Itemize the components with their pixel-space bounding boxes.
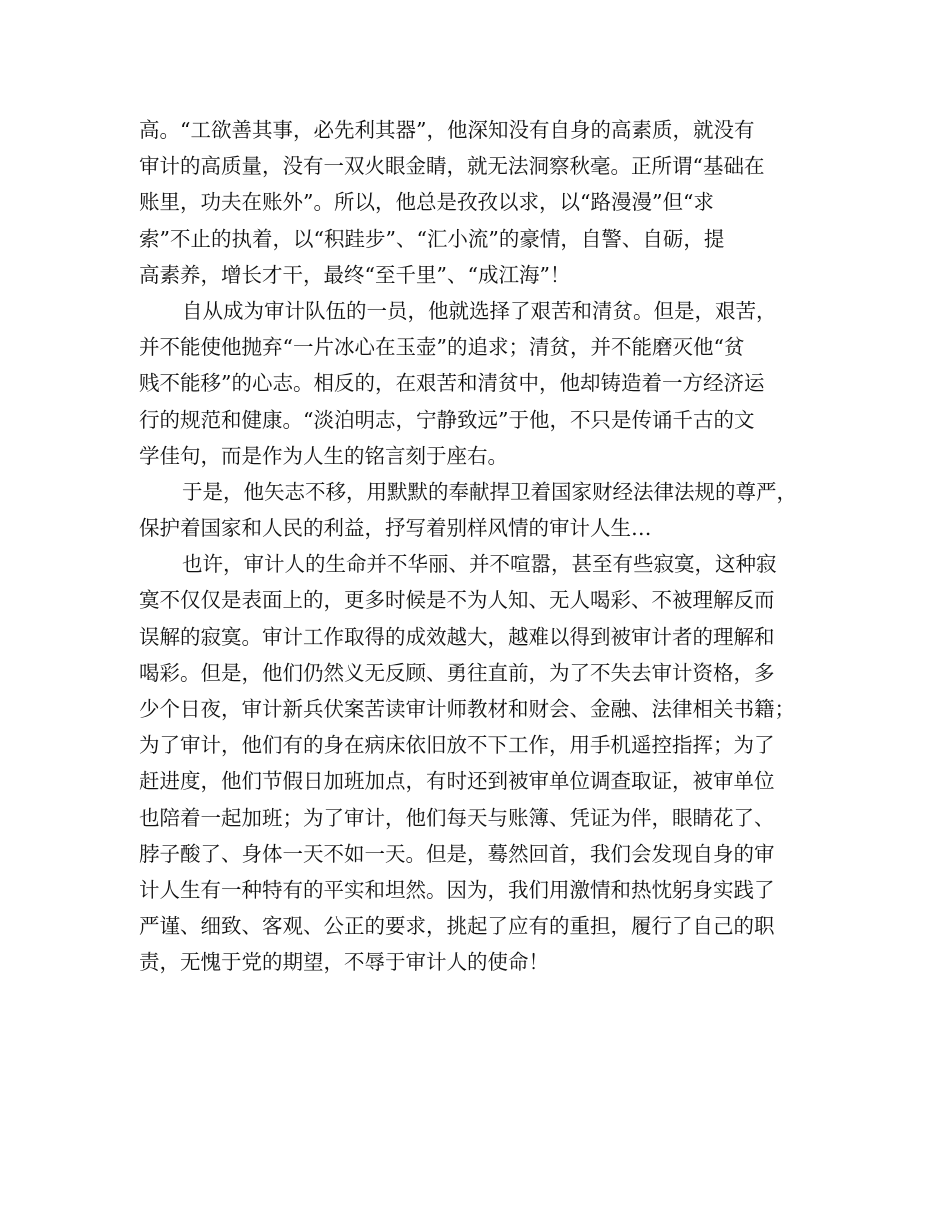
text-line: 喝彩。但是，他们仍然义无反顾、勇往直前，为了不失去审计资格，多 [139,660,775,685]
text-line: 为了审计，他们有的身在病床依旧放不下工作，用手机遥控指挥；为了 [139,733,775,758]
text-line: 脖子酸了、身体一天不如一天。但是，蓦然回首，我们会发现自身的审 [139,841,775,866]
paragraph-first-line: 于是，他矢志不移，用默默的奉献捍卫着国家财经法律法规的尊严， [182,479,797,504]
text-line: 保护着国家和人民的利益，抒写着别样风情的审计人生… [139,516,652,541]
text-line: 高素养，增长才干，最终“至千里”、“成江海”！ [139,262,571,287]
text-line: 行的规范和健康。“淡泊明志，宁静致远”于他，不只是传诵千古的文 [139,407,755,432]
text-line: 并不能使他抛弃“一片冰心在玉壶”的追求；清贫，并不能磨灭他“贫 [139,335,745,360]
text-line: 责，无愧于党的期望，不辱于审计人的使命！ [139,950,549,975]
text-line: 账里，功夫在账外”。所以，他总是孜孜以求，以“路漫漫”但“求 [139,190,714,215]
text-line: 寞不仅仅是表面上的，更多时候是不为人知、无人喝彩、不被理解反而 [139,588,775,613]
text-line: 误解的寂寞。审计工作取得的成效越大，越难以得到被审计者的理解和 [139,624,775,649]
text-line: 审计的高质量，没有一双火眼金睛，就无法洞察秋毫。正所谓“基础在 [139,154,765,179]
text-line: 少个日夜，审计新兵伏案苦读审计师教材和财会、金融、法律相关书籍； [139,697,795,721]
paragraph-first-line: 自从成为审计队伍的一员，他就选择了艰苦和清贫。但是，艰苦， [182,298,777,323]
text-line: 也陪着一起加班；为了审计，他们每天与账簿、凭证为伴，眼睛花了、 [139,805,775,830]
body-text [139,112,839,981]
text-line: 赶进度，他们节假日加班加点，有时还到被审单位调查取证，被审单位 [139,769,775,794]
paragraph-first-line: 也许，审计人的生命并不华丽、并不喧嚣，甚至有些寂寞，这种寂 [182,552,777,577]
text-line: 索”不止的执着，以“积跬步”、“汇小流”的豪情，自警、自砺，提 [139,226,725,251]
text-line: 计人生有一种特有的平实和坦然。因为，我们用激情和热忱躬身实践了 [139,877,775,902]
text-line: 贱不能移”的心志。相反的，在艰苦和清贫中，他却铸造着一方经济运 [139,371,765,396]
text-line: 学佳句，而是作为人生的铭言刻于座右。 [139,443,508,468]
text-line: 高。“工欲善其事，必先利其器”，他深知没有自身的高素质，就没有 [139,118,755,142]
text-line: 严谨、细致、客观、公正的要求，挑起了应有的重担，履行了自己的职 [139,914,775,939]
